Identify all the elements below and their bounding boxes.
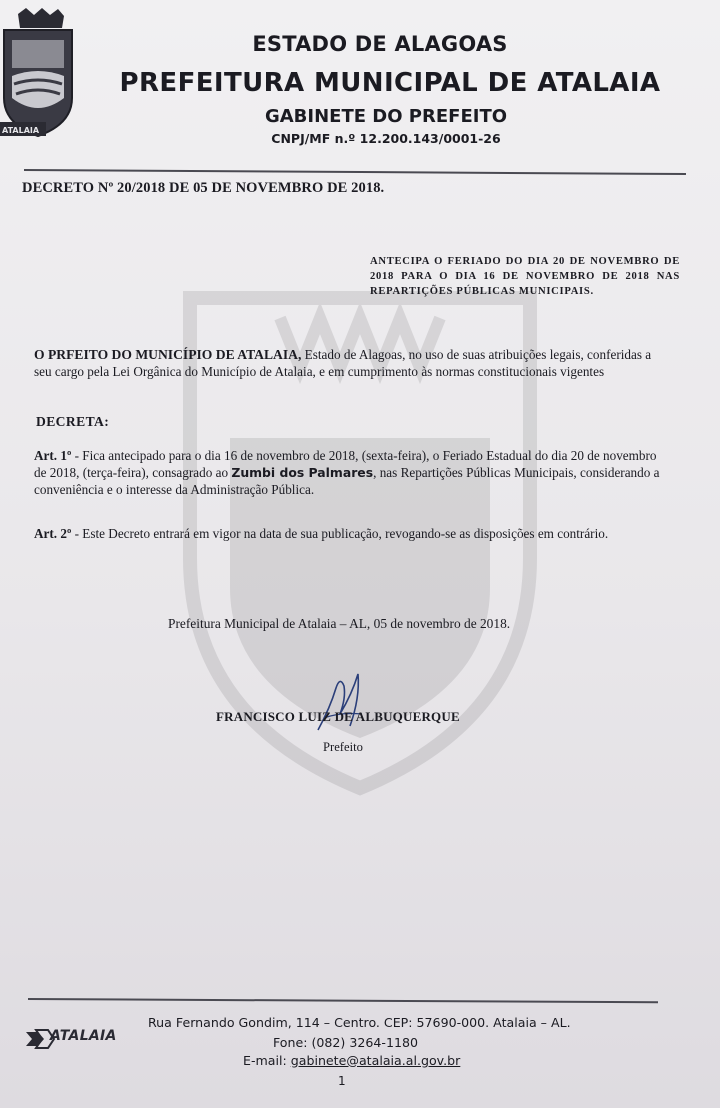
article-1-label: Art. 1º (34, 448, 72, 463)
article-2-text: - Este Decreto entrará em vigor na data de sua publicação, revogando-se as disposições em contrário. (71, 526, 609, 541)
svg-text:ATALAIA: ATALAIA (2, 126, 40, 135)
decree-ementa: ANTECIPA O FERIADO DO DIA 20 DE NOVEMBRO DE 2018 PARA O DIA 16 DE NOVEMBRO DE 2018 NAS REPARTIÇÕES PÚBLICAS MUNICIPAIS. (370, 256, 680, 297)
footer-divider (28, 998, 658, 1003)
place-date: Prefeitura Municipal de Atalaia – AL, 05 de novembro de 2018. (168, 616, 511, 631)
article-1 (34, 447, 664, 498)
signer-name: FRANCISCO LUIZ DE ALBUQUERQUE (216, 709, 460, 724)
cnpj-text: CNPJ/MF n.º 12.200.143/0001-26 (271, 131, 501, 146)
article-2 (34, 525, 664, 542)
footer-email-line (243, 1053, 460, 1068)
decreta-heading: DECRETA: (36, 414, 110, 429)
footer-email-link[interactable]: gabinete@atalaia.al.gov.br (290, 1053, 461, 1068)
state-heading: ESTADO DE ALAGOAS (252, 32, 508, 56)
signer-role: Prefeito (323, 740, 363, 754)
prefeitura-heading: PREFEITURA MUNICIPAL DE ATALAIA (119, 68, 661, 98)
article-2-label: Art. 2º (34, 526, 72, 541)
page-number: 1 (338, 1074, 346, 1088)
article-1-text-a: - Fica antecipado para o dia 16 de novembro de 2018, (sexta-feira), o Feriado Estadual do dia 20 de novembro de 2018, (terça-feira), consagrado ao (34, 448, 657, 480)
footer-address: Rua Fernando Gondim, 114 – Centro. CEP: 57690-000. Atalaia – AL. (148, 1015, 571, 1030)
decree-title: DECRETO Nº 20/2018 DE 05 DE NOVEMBRO DE 2018. (22, 180, 385, 196)
footer-logo-text: ATALAIA (50, 1028, 117, 1044)
header-divider (24, 169, 686, 175)
intro-rest: Estado de Alagoas, no uso de suas atribuições legais, conferidas a seu cargo pela Lei Orgânica do Município de Atalaia, e em cumprimento às normas constitucionais vigentes (34, 347, 652, 379)
intro-bold: O PRFEITO DO MUNICÍPIO DE ATALAIA, (34, 347, 302, 362)
handwritten-signature-icon (300, 668, 380, 738)
footer-phone: Fone: (082) 3264-1180 (273, 1035, 418, 1050)
gabinete-heading: GABINETE DO PREFEITO (264, 106, 508, 127)
article-1-text-b: , nas Repartições Públicas Municipais, considerando a conveniência e o interesse da Administração Pública. (34, 465, 660, 497)
decree-intro (34, 346, 664, 380)
footer-email-label: E-mail: (243, 1053, 291, 1068)
article-1-highlight: Zumbi dos Palmares (231, 465, 374, 480)
